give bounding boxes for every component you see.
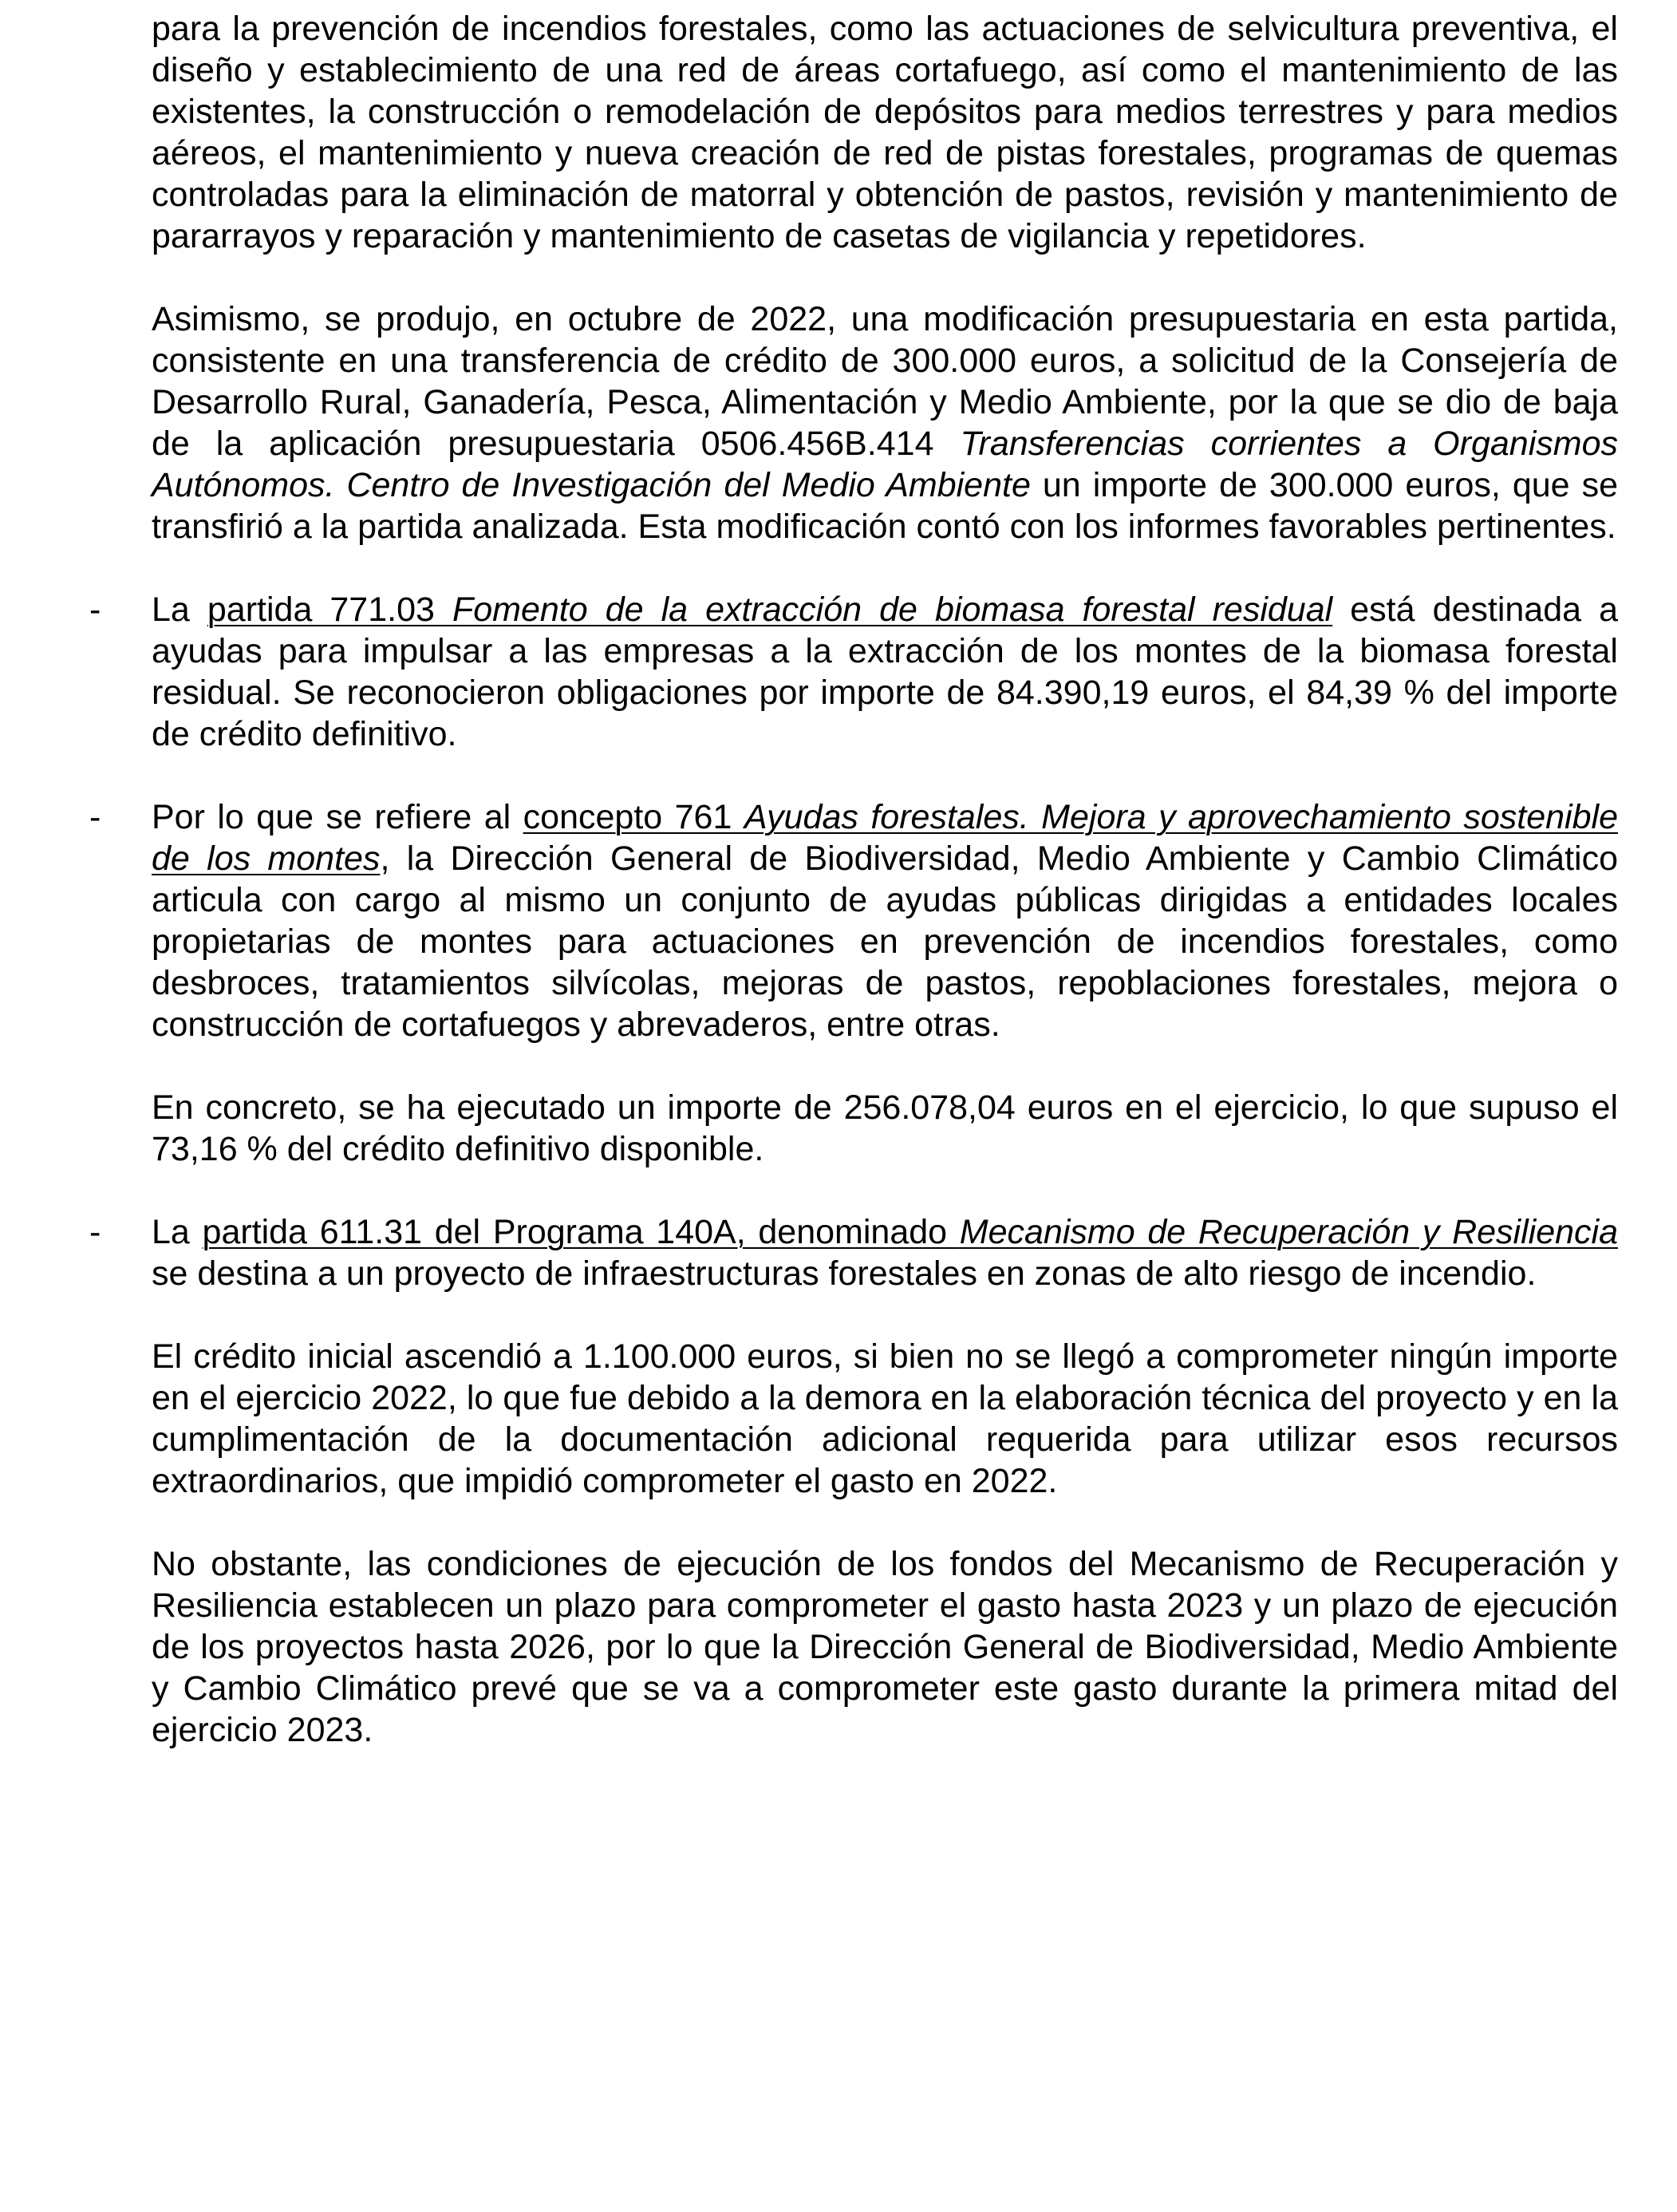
text-run: para la prevención de incendios forestales, como las actuaciones de selvicultura preventiva, el diseño y establecimiento de una red de áreas cortafuego, así como el mantenimiento de las existentes, la construcción o remodelación de depósitos para medios terrestres y para medios aéreos, el mantenimiento y nueva creación de red de pistas forestales, programas de quemas controladas para la eliminación de matorral y obtención de pastos, revisión y mantenimiento de pararrayos y reparación y mantenimiento de casetas de vigilancia y repetidores. <box>152 10 1618 255</box>
text-run: , la Dirección General de Biodiversidad, Medio Ambiente y Cambio Climático articula con cargo al mismo un conjunto de ayudas públicas dirigidas a entidades locales propietarias de montes para actuaciones en prevención de incendios forestales, como desbroces, tratamientos silvícolas, mejoras de pastos, repoblaciones forestales, mejora o construcción de cortafuegos y abrevaderos, entre otras. <box>152 839 1618 1044</box>
text-run: El crédito inicial ascendió a 1.100.000 euros, si bien no se llegó a comprometer ningún importe en el ejercicio 2022, lo que fue debido a la demora en la elaboración técnica del proyecto y en la cumplimentación de la documentación adicional requerida para utilizar esos recursos extraordinarios, que impidió comprometer el gasto en 2022. <box>152 1337 1618 1500</box>
paragraph <box>152 1336 1618 1502</box>
bullet-paragraph <box>89 1211 1618 1294</box>
text-run: La <box>152 1213 203 1251</box>
bullet-dash: - <box>89 798 101 836</box>
text-run: No obstante, las condiciones de ejecución de los fondos del Mecanismo de Recuperación y Resiliencia establecen un plazo para comprometer el gasto hasta 2023 y un plazo de ejecución de los proyectos hasta 2026, por lo que la Dirección General de Biodiversidad, Medio Ambiente y Cambio Climático prevé que se va a comprometer este gasto durante la primera mitad del ejercicio 2023. <box>152 1545 1618 1749</box>
text-run: está destinada a ayudas para impulsar a las empresas a la extracción de los montes de la biomasa forestal residual. Se reconocieron obligaciones por importe de 84.390,19 euros, el 84,39 % del importe de crédito definitivo. <box>152 591 1619 753</box>
document-body <box>89 8 1619 1792</box>
paragraph <box>152 1087 1618 1170</box>
paragraph <box>152 298 1618 547</box>
text-run: Asimismo, se produjo, en octubre de 2022, una modificación presupuestaria en esta partida, consistente en una transferencia de crédito de 300.000 euros, a solicitud de la Consejería de Desarrollo Rural, Ganadería, Pesca, Alimentación y Medio Ambiente, por la que se dio de baja de la aplicación presupuestaria 0506.456B.414 <box>152 300 1618 463</box>
paragraph <box>152 1543 1618 1751</box>
bullet-dash: - <box>89 591 101 629</box>
italic-text-run: Transferencias corrientes a Organismos Autónomos. Centro de Investigación del Medio Ambiente <box>152 425 1618 504</box>
underlined-text-run: concepto 761 <box>523 798 744 836</box>
text-run: Por lo que se refiere al <box>152 798 523 836</box>
paragraph <box>152 8 1618 257</box>
bullet-paragraph <box>89 796 1618 1045</box>
bullet-paragraph <box>89 589 1619 755</box>
bullet-dash: - <box>89 1213 101 1251</box>
text-run: La <box>152 591 207 629</box>
text-run: En concreto, se ha ejecutado un importe de 256.078,04 euros en el ejercicio, lo que supuso el 73,16 % del crédito definitivo disponible. <box>152 1088 1618 1168</box>
italic-text-run: Fomento de la extracción de biomasa forestal residual <box>452 591 1333 629</box>
underlined-text-run: partida 611.31 del Programa 140A, denominado <box>202 1213 960 1251</box>
italic-text-run: Mecanismo de Recuperación y Resiliencia <box>959 1213 1618 1251</box>
text-run: un importe de 300.000 euros, que se transfirió a la partida analizada. Esta modificación contó con los informes favorables pertinentes. <box>152 466 1618 546</box>
text-run: se destina a un proyecto de infraestructuras forestales en zonas de alto riesgo de incendio. <box>152 1254 1537 1293</box>
underlined-text-run: partida 771.03 <box>207 591 452 629</box>
italic-text-run: Ayudas forestales. Mejora y aprovechamiento sostenible de los montes <box>152 798 1618 878</box>
